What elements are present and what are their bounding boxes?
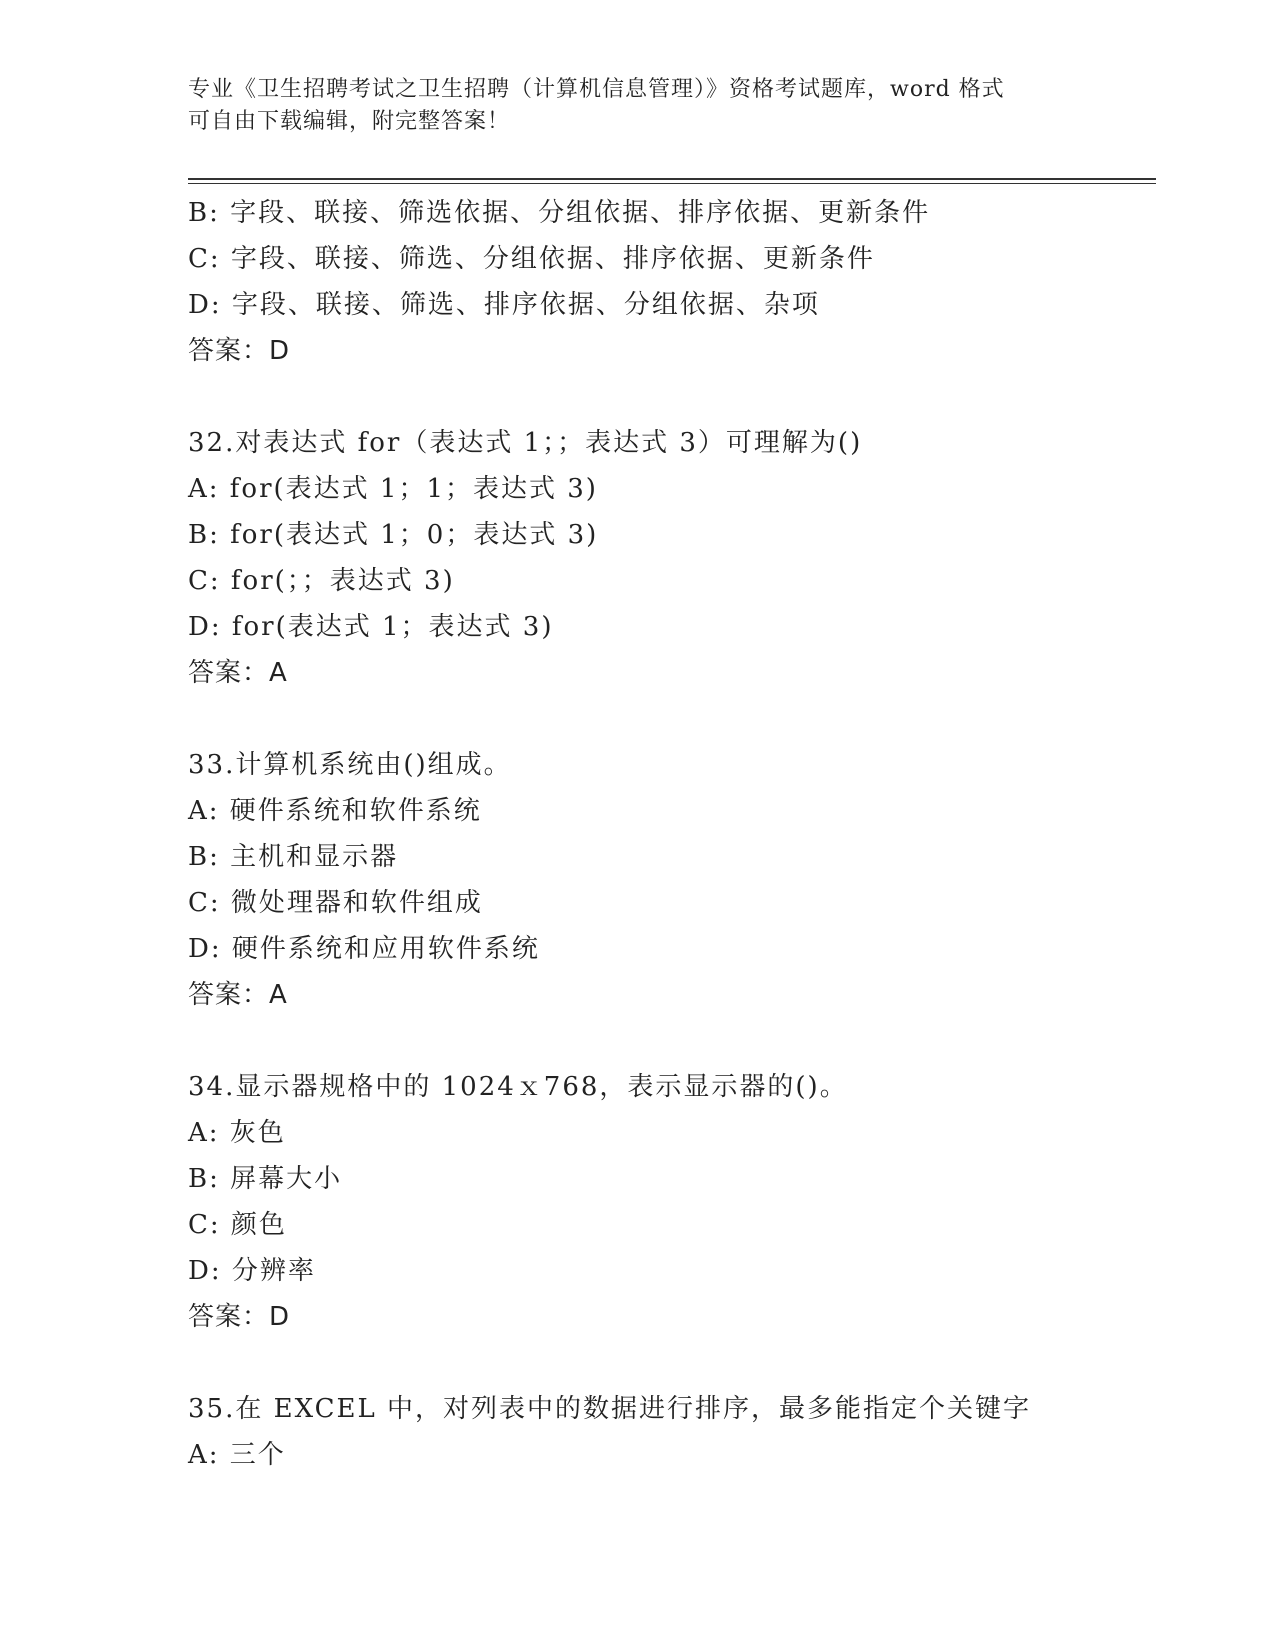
option-b: B: for(表达式 1；0；表达式 3)	[188, 520, 599, 550]
option-c: C: 颜色	[188, 1210, 287, 1240]
option-a: A: for(表达式 1；1；表达式 3)	[188, 474, 598, 504]
option-d: D: for(表达式 1；表达式 3)	[188, 612, 554, 642]
option-b: B: 主机和显示器	[188, 842, 399, 872]
option-d: D: 字段、联接、筛选、排序依据、分组依据、杂项	[188, 290, 820, 320]
answer-line: 答案：A	[188, 658, 288, 688]
header-line-2: 可自由下载编辑，附完整答案！	[188, 109, 511, 134]
answer-line: 答案：D	[188, 1302, 291, 1332]
option-b: B: 屏幕大小	[188, 1164, 343, 1194]
header-divider-thick	[188, 178, 1156, 180]
spacer	[188, 374, 1148, 420]
answer-line: 答案：D	[188, 336, 291, 366]
header-divider-thin	[188, 183, 1156, 184]
option-a: A: 三个	[188, 1440, 286, 1470]
spacer	[188, 1018, 1148, 1064]
question-32	[188, 420, 1148, 696]
question-34	[188, 1064, 1148, 1340]
question-stem: 33.计算机系统由()组成。	[188, 750, 512, 780]
question-list	[188, 190, 1148, 1478]
question-35	[188, 1386, 1148, 1478]
question-stem: 32.对表达式 for（表达式 1；；表达式 3）可理解为()	[188, 428, 863, 458]
spacer	[188, 1340, 1148, 1386]
option-c: C: for(；；表达式 3)	[188, 566, 455, 596]
option-c: C: 微处理器和软件组成	[188, 888, 483, 918]
option-a: A: 硬件系统和软件系统	[188, 796, 482, 826]
question-33	[188, 742, 1148, 1018]
question-31-tail	[188, 190, 1148, 374]
option-d: D: 分辨率	[188, 1256, 316, 1286]
question-stem: 35.在 EXCEL 中，对列表中的数据进行排序，最多能指定个关键字	[188, 1394, 1032, 1424]
option-d: D: 硬件系统和应用软件系统	[188, 934, 540, 964]
option-c: C: 字段、联接、筛选、分组依据、排序依据、更新条件	[188, 244, 875, 274]
header-line-1: 专业《卫生招聘考试之卫生招聘（计算机信息管理）》资格考试题库，word 格式	[188, 77, 1005, 102]
question-stem: 34.显示器规格中的 1024ｘ768，表示显示器的()。	[188, 1072, 848, 1102]
spacer	[188, 696, 1148, 742]
answer-line: 答案：A	[188, 980, 288, 1010]
document-header	[188, 74, 1088, 138]
option-a: A: 灰色	[188, 1118, 286, 1148]
option-b: B: 字段、联接、筛选依据、分组依据、排序依据、更新条件	[188, 198, 931, 228]
